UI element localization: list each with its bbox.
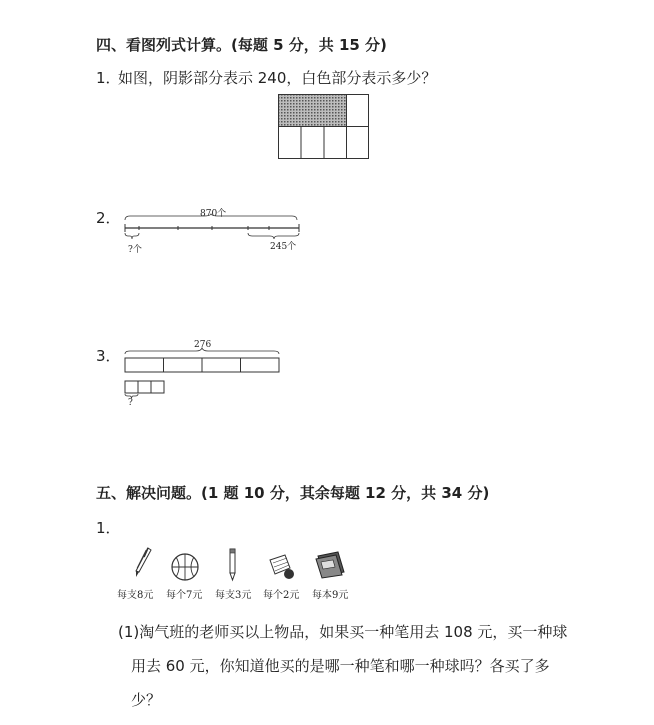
sub-question-1-line-2: 用去 60 元，你知道他买的是哪一种笔和哪一种球吗？各买了多 (131, 657, 550, 675)
top-brace (125, 348, 279, 354)
pen-icon (132, 546, 152, 580)
basketball-icon (170, 552, 200, 582)
top-brace (125, 214, 297, 220)
label-245: 245个 (270, 242, 297, 252)
shuttlecock-icon (267, 554, 297, 582)
question-mark-label: ? (128, 398, 133, 408)
price-shuttlecock: 每个2元 (263, 590, 300, 601)
sub-question-1-line-3: 少？ (131, 691, 162, 709)
price-pencil: 每支3元 (215, 590, 252, 601)
question-1-number: 1． (96, 69, 121, 87)
total-label-870: 870个 (200, 209, 227, 219)
notebook-icon (314, 550, 348, 578)
pencil-icon (226, 546, 240, 582)
sub-question-1-line-1: (1)淘气班的老师买以上物品，如果买一种笔用去 108 元，买一种球 (118, 623, 568, 641)
left-bottom-brace (125, 233, 139, 239)
price-basketball: 每个7元 (166, 590, 203, 601)
bar-model-diagram (122, 348, 286, 408)
shaded-region (279, 95, 347, 127)
unknown-label: ?个 (128, 245, 142, 255)
price-notebook: 每本9元 (312, 590, 349, 601)
section-5-heading: 五、解决问题。(1 题 10 分，其余每题 12 分，共 34 分) (96, 484, 490, 502)
total-label-276: 276 (194, 340, 212, 350)
question-3-number: 3． (96, 347, 121, 365)
question-2-number: 2． (96, 209, 121, 227)
section-5-question-1-number: 1． (96, 519, 121, 537)
question-1-text: 如图，阴影部分表示 240，白色部分表示多少？ (118, 69, 437, 87)
section-4-heading: 四、看图列式计算。(每题 5 分，共 15 分) (96, 36, 387, 54)
shaded-grid-figure (278, 94, 370, 160)
price-pen: 每支8元 (117, 590, 154, 601)
short-bar (125, 381, 164, 393)
